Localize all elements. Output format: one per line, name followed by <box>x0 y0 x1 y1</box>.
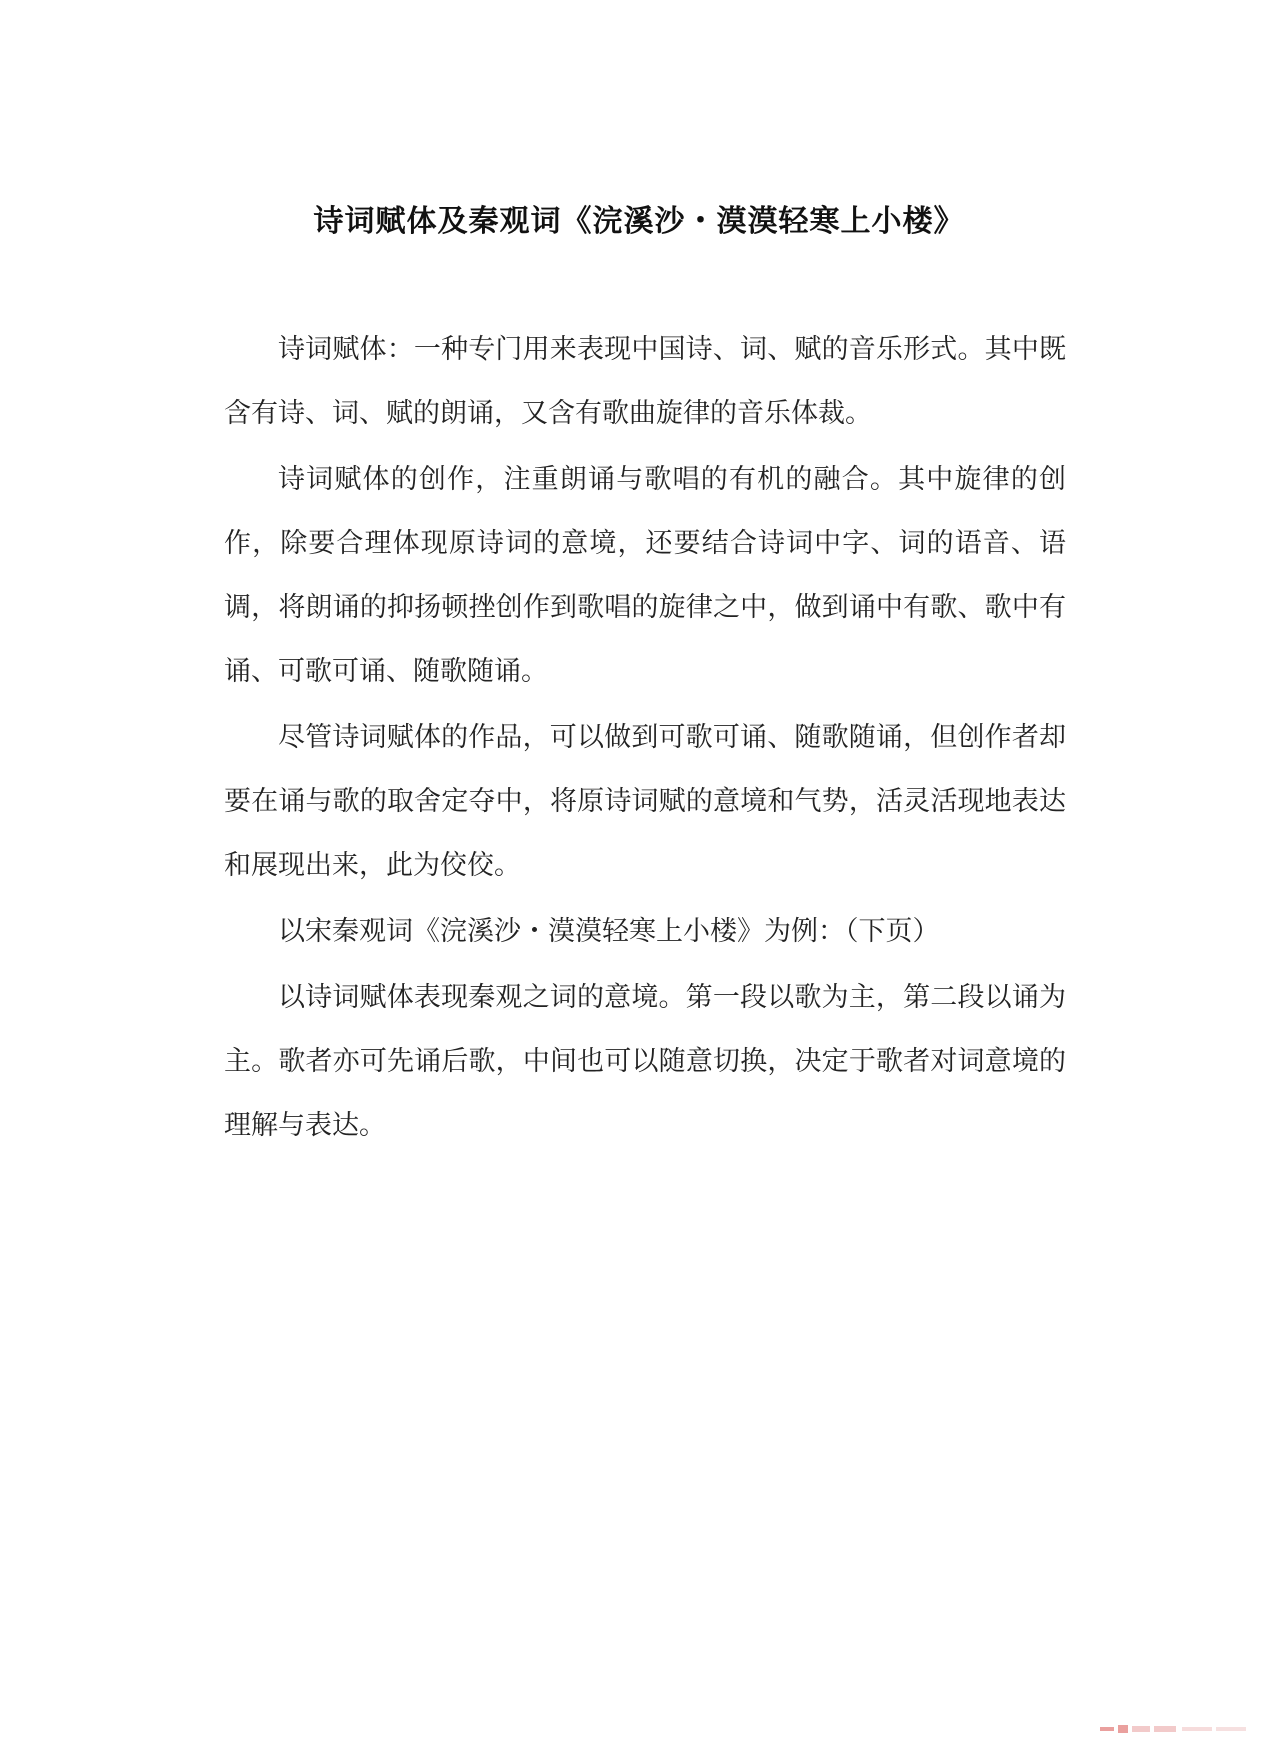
document-title: 诗词赋体及秦观词《浣溪沙・漠漠轻寒上小楼》 <box>313 204 965 239</box>
paragraph-selection: 尽管诗词赋体的作品，可以做到可歌可诵、随歌随诵，但创作者却要在诵与歌的取舍定夺中，将原诗词赋的意境和气势，活灵活现地表达和展现出来，此为佼佼。 <box>224 722 1066 881</box>
paragraph-performance: 以诗词赋体表现秦观之词的意境。第一段以歌为主，第二段以诵为主。歌者亦可先诵后歌，中间也可以随意切换，决定于歌者对词意境的理解与表达。 <box>224 982 1066 1141</box>
document-body <box>224 318 1066 1160</box>
paragraph-creation: 诗词赋体的创作，注重朗诵与歌唱的有机的融合。其中旋律的创作，除要合理体现原诗词的意境，还要结合诗词中字、词的语音、语调，将朗诵的抑扬顿挫创作到歌唱的旋律之中，做到诵中有歌、歌中有诵、可歌可诵、随歌随诵。 <box>224 464 1066 687</box>
watermark-logo-icon <box>1100 1721 1250 1737</box>
paragraph-definition: 诗词赋体：一种专门用来表现中国诗、词、赋的音乐形式。其中既含有诗、词、赋的朗诵，又含有歌曲旋律的音乐体裁。 <box>224 334 1066 429</box>
paragraph-example: 以宋秦观词《浣溪沙・漠漠轻寒上小楼》为例：（下页） <box>278 916 940 947</box>
